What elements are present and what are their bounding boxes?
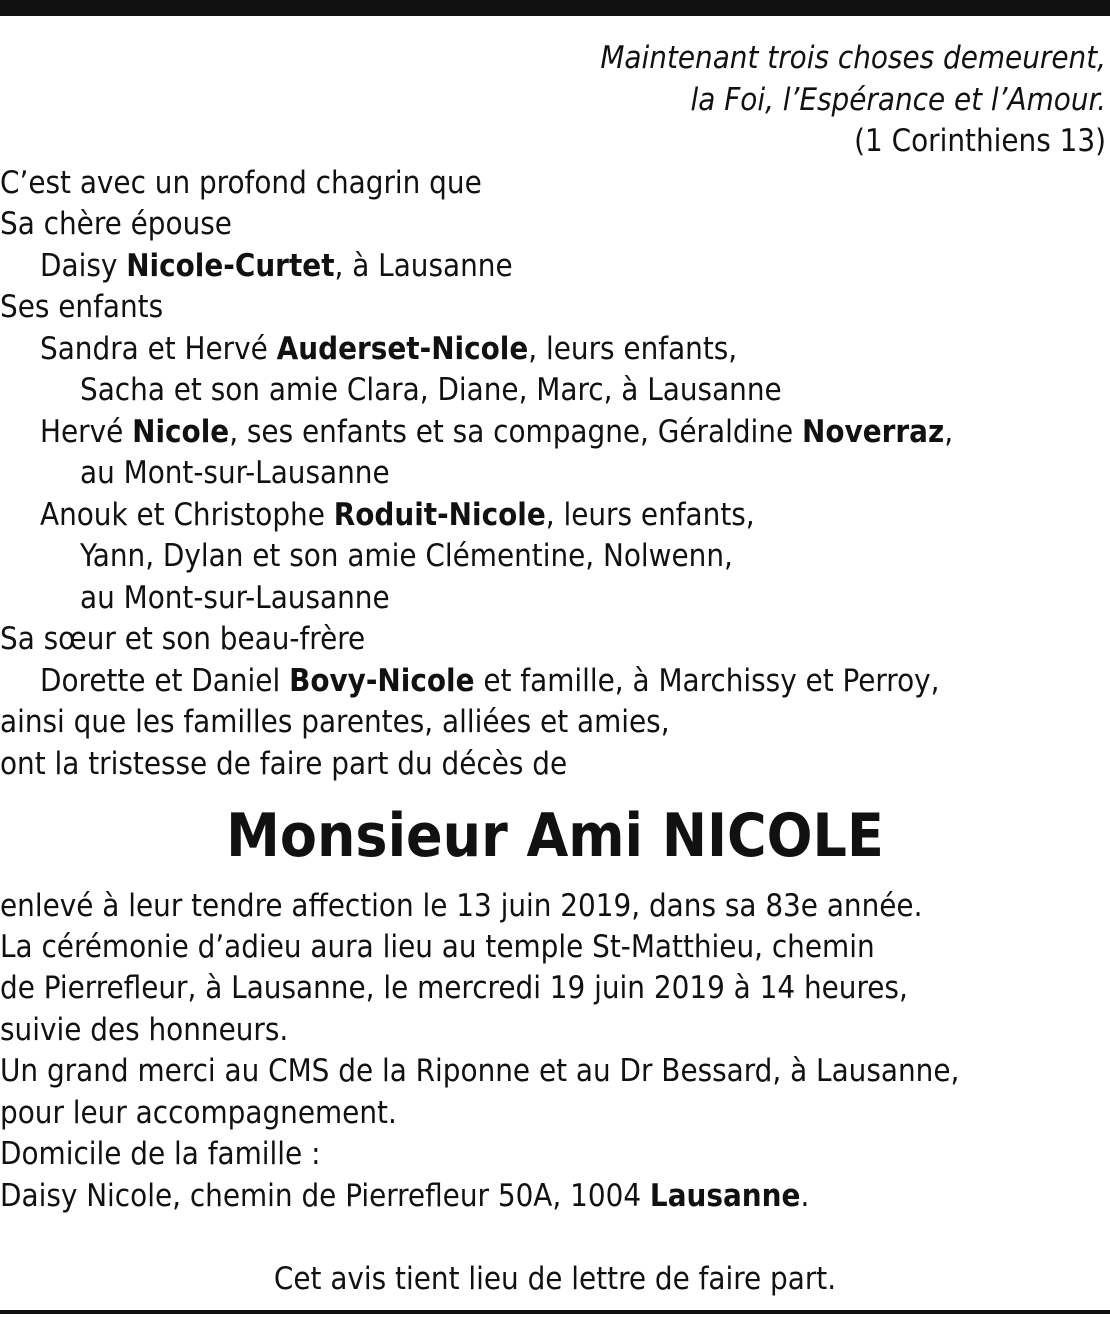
verse-line-1: Maintenant trois choses demeurent, xyxy=(600,40,1106,76)
spouse-first-name: Daisy xyxy=(40,248,127,284)
child-1-first: Sandra et Hervé xyxy=(40,331,277,367)
details-line-1: enlevé à leur tendre affection le 13 juin 2019, dans sa 83e année. xyxy=(0,888,923,924)
details-line-3: de Pierrefleur, à Lausanne, le mercredi 19 juin 2019 à 14 heures, xyxy=(0,970,908,1006)
verse-reference: (1 Corinthiens 13) xyxy=(854,123,1106,159)
sibling-last: Bovy-Nicole xyxy=(289,663,475,699)
details-line-4: suivie des honneurs. xyxy=(0,1012,289,1048)
child-1-line xyxy=(40,329,737,369)
child-2-first: Hervé xyxy=(40,414,133,450)
spouse-last-name: Nicole-Curtet xyxy=(126,248,335,284)
top-rule xyxy=(0,0,1110,16)
address-text: Daisy Nicole, chemin de Pierrefleur 50A, 1004 xyxy=(0,1178,650,1214)
details-line-5: Un grand merci au CMS de la Riponne et au Dr Bessard, à Lausanne, xyxy=(0,1053,960,1089)
family-address xyxy=(0,1176,809,1216)
child-1-last: Auderset-Nicole xyxy=(276,331,529,367)
child-2-partner: Noverraz xyxy=(802,414,945,450)
spouse-line xyxy=(40,246,513,286)
address-period: . xyxy=(800,1178,810,1214)
details-line-2: La cérémonie d’adieu aura lieu au temple St-Matthieu, chemin xyxy=(0,929,875,965)
child-2-place: au Mont-sur-Lausanne xyxy=(80,455,390,491)
child-3-first: Anouk et Christophe xyxy=(40,497,334,533)
child-2-last: Nicole xyxy=(132,414,230,450)
footer-note: Cet avis tient lieu de lettre de faire part. xyxy=(273,1261,837,1297)
children-label: Ses enfants xyxy=(0,289,164,325)
address-city: Lausanne xyxy=(649,1178,801,1214)
sibling-line xyxy=(40,661,940,701)
child-3-last: Roduit-Nicole xyxy=(333,497,546,533)
sibling-first: Dorette et Daniel xyxy=(40,663,290,699)
sibling-label: Sa sœur et son beau-frère xyxy=(0,621,366,657)
child-2-rest: , ses enfants et sa compagne, Géraldine xyxy=(229,414,803,450)
spouse-place: , à Lausanne xyxy=(334,248,513,284)
child-2-line xyxy=(40,412,953,452)
details-line-7: Domicile de la famille : xyxy=(0,1136,321,1172)
details-line-6: pour leur accompagnement. xyxy=(0,1095,397,1131)
others-line: ainsi que les familles parentes, alliées et amies, xyxy=(0,704,670,740)
child-3-line xyxy=(40,495,755,535)
child-2-comma: , xyxy=(944,414,954,450)
child-1-rest: , leurs enfants, xyxy=(528,331,738,367)
bottom-rule xyxy=(0,1310,1110,1314)
child-3-place: au Mont-sur-Lausanne xyxy=(80,580,390,616)
deceased-name: Monsieur Ami NICOLE xyxy=(226,801,884,871)
sibling-rest: et famille, à Marchissy et Perroy, xyxy=(474,663,940,699)
child-1-kids: Sacha et son amie Clara, Diane, Marc, à Lausanne xyxy=(80,372,782,408)
intro-line: C’est avec un profond chagrin que xyxy=(0,165,482,201)
announce-line: ont la tristesse de faire part du décès de xyxy=(0,746,568,782)
verse-line-2: la Foi, l’Espérance et l’Amour. xyxy=(690,82,1106,118)
spouse-label: Sa chère épouse xyxy=(0,206,232,242)
child-3-kids: Yann, Dylan et son amie Clémentine, Nolwenn, xyxy=(80,538,733,574)
child-3-rest: , leurs enfants, xyxy=(545,497,755,533)
